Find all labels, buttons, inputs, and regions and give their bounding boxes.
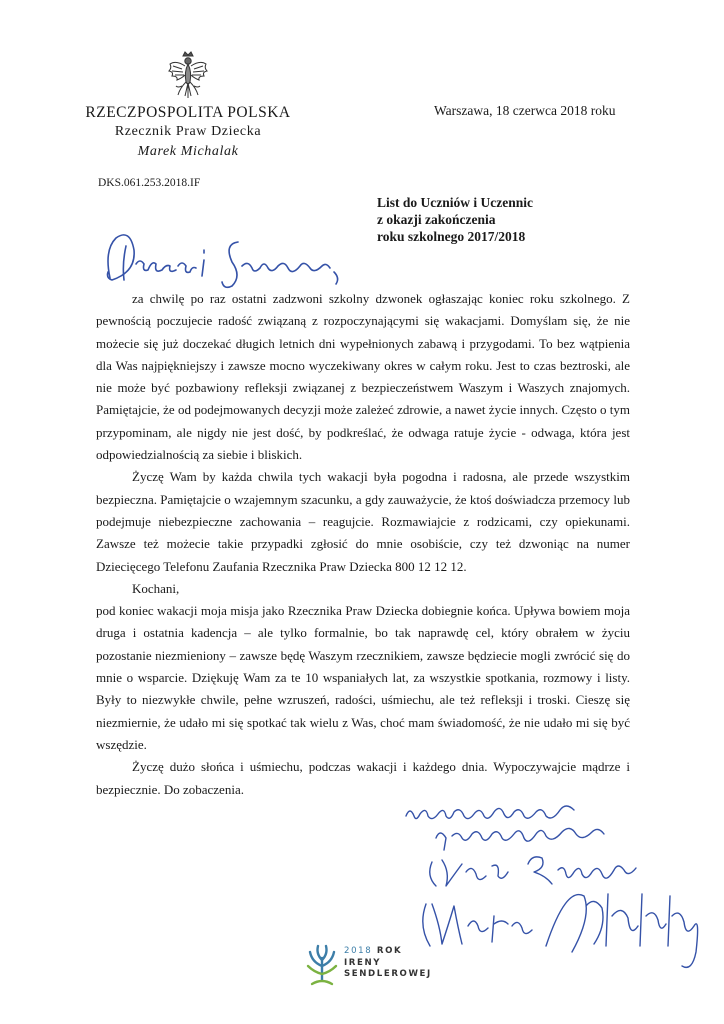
office-holder-name: Marek Michalak (137, 144, 239, 159)
reference-number: DKS.061.253.2018.IF (98, 177, 201, 189)
polish-eagle-emblem-icon (166, 50, 210, 102)
subject-line-3: roku szkolnego 2017/2018 (377, 229, 526, 244)
subject-line-1: List do Uczniów i Uczennic (377, 195, 533, 210)
handwritten-signature (396, 776, 706, 986)
logo-word-sendlerowej: SENDLEROWEJ (344, 969, 432, 979)
body-paragraph-1: za chwilę po raz ostatni zadzwoni szkolny dzwonek ogłaszając koniec roku szkolnego. Z pewnością poczujecie radość związaną z rozpoczynającymi się wakacjami. Domyślam się, że nie możecie się już doczekać długich letnich dni wypełnionych zabawą i przygodami. To bez wątpienia dla Was najpiękniejszy i zawsze mocno wyczekiwany okres w całym roku. Jest to czas beztroski, ale nie może być pozbawiony refleksji związanej z bezpieczeństwem Waszym i Waszych znajomych. Pamiętajcie, że od podejmowanych decyzji może zależeć zdrowie, a nawet życie innych. Często o tym przypominam, ale nigdy nie jest dość, by podkreślać, że odwaga ratuje życie - odwaga, która jest odpowiedzialnością za siebie i bliskich. (96, 291, 630, 463)
institution-name: RZECZPOSPOLITA POLSKA (85, 104, 291, 121)
logo-word-ireny: IRENY (344, 957, 382, 968)
body-paragraph-5: Życzę dużo słońca i uśmiechu, podczas wakacji i każdego dnia. Wypoczywajcie mądrze i bezpiecznie. Do zobaczenia. (96, 759, 630, 797)
body-paragraph-2: Życzę Wam by każda chwila tych wakacji była pogodna i radosna, ale przede wszystkim bezpieczna. Pamiętajcie o wzajemnym szacunku, a gdy zauważycie, że ktoś doświadcza przemocy lub podejmuje niebezpieczne zachowania – reagujcie. Rozmawiajcie z rodzicami, czy opiekunami. Zawsze też możecie takie przypadki zgłosić do mnie osobiście, czy też dzwoniąc na numer Dziecięcego Telefonu Zaufania Rzecznika Praw Dziecka 800 12 12 12. (96, 469, 630, 574)
logo-year: 2018 (344, 946, 373, 956)
letter-body (96, 288, 630, 801)
institution-role: Rzecznik Praw Dziecka (114, 124, 262, 139)
letter-subject (377, 194, 533, 245)
sendler-year-logo-text (344, 946, 432, 981)
body-paragraph-4: pod koniec wakacji moja misja jako Rzecznika Praw Dziecka dobiegnie końca. Upływa bowiem moja druga i ostatnia kadencja – ale tylko formalnie, bo tak naprawdę cel, który obrałem w życiu pozostanie niezmieniony – zawsze będę Waszym rzecznikiem, zawsze będziecie mogli zwrócić się do mnie o wsparcie. Dziękuję Wam za te 10 wspaniałych lat, za wszystkie spotkania, rozmowy i listy. Były to niezwykłe chwile, pełne wzruszeń, radości, uśmiechu, ale też refleksji i troski. Cieszę się niezmiernie, że udało mi się spotkać tak wielu z Was, choć mam świadomość, że nie udało mi się być wszędzie. (96, 603, 630, 752)
sendler-year-logo-icon (304, 944, 340, 986)
logo-word-rok: ROK (376, 946, 403, 956)
subject-line-2: z okazji zakończenia (377, 212, 496, 227)
place-and-date: Warszawa, 18 czerwca 2018 roku (434, 103, 616, 118)
body-paragraph-3: Kochani, (132, 580, 180, 596)
